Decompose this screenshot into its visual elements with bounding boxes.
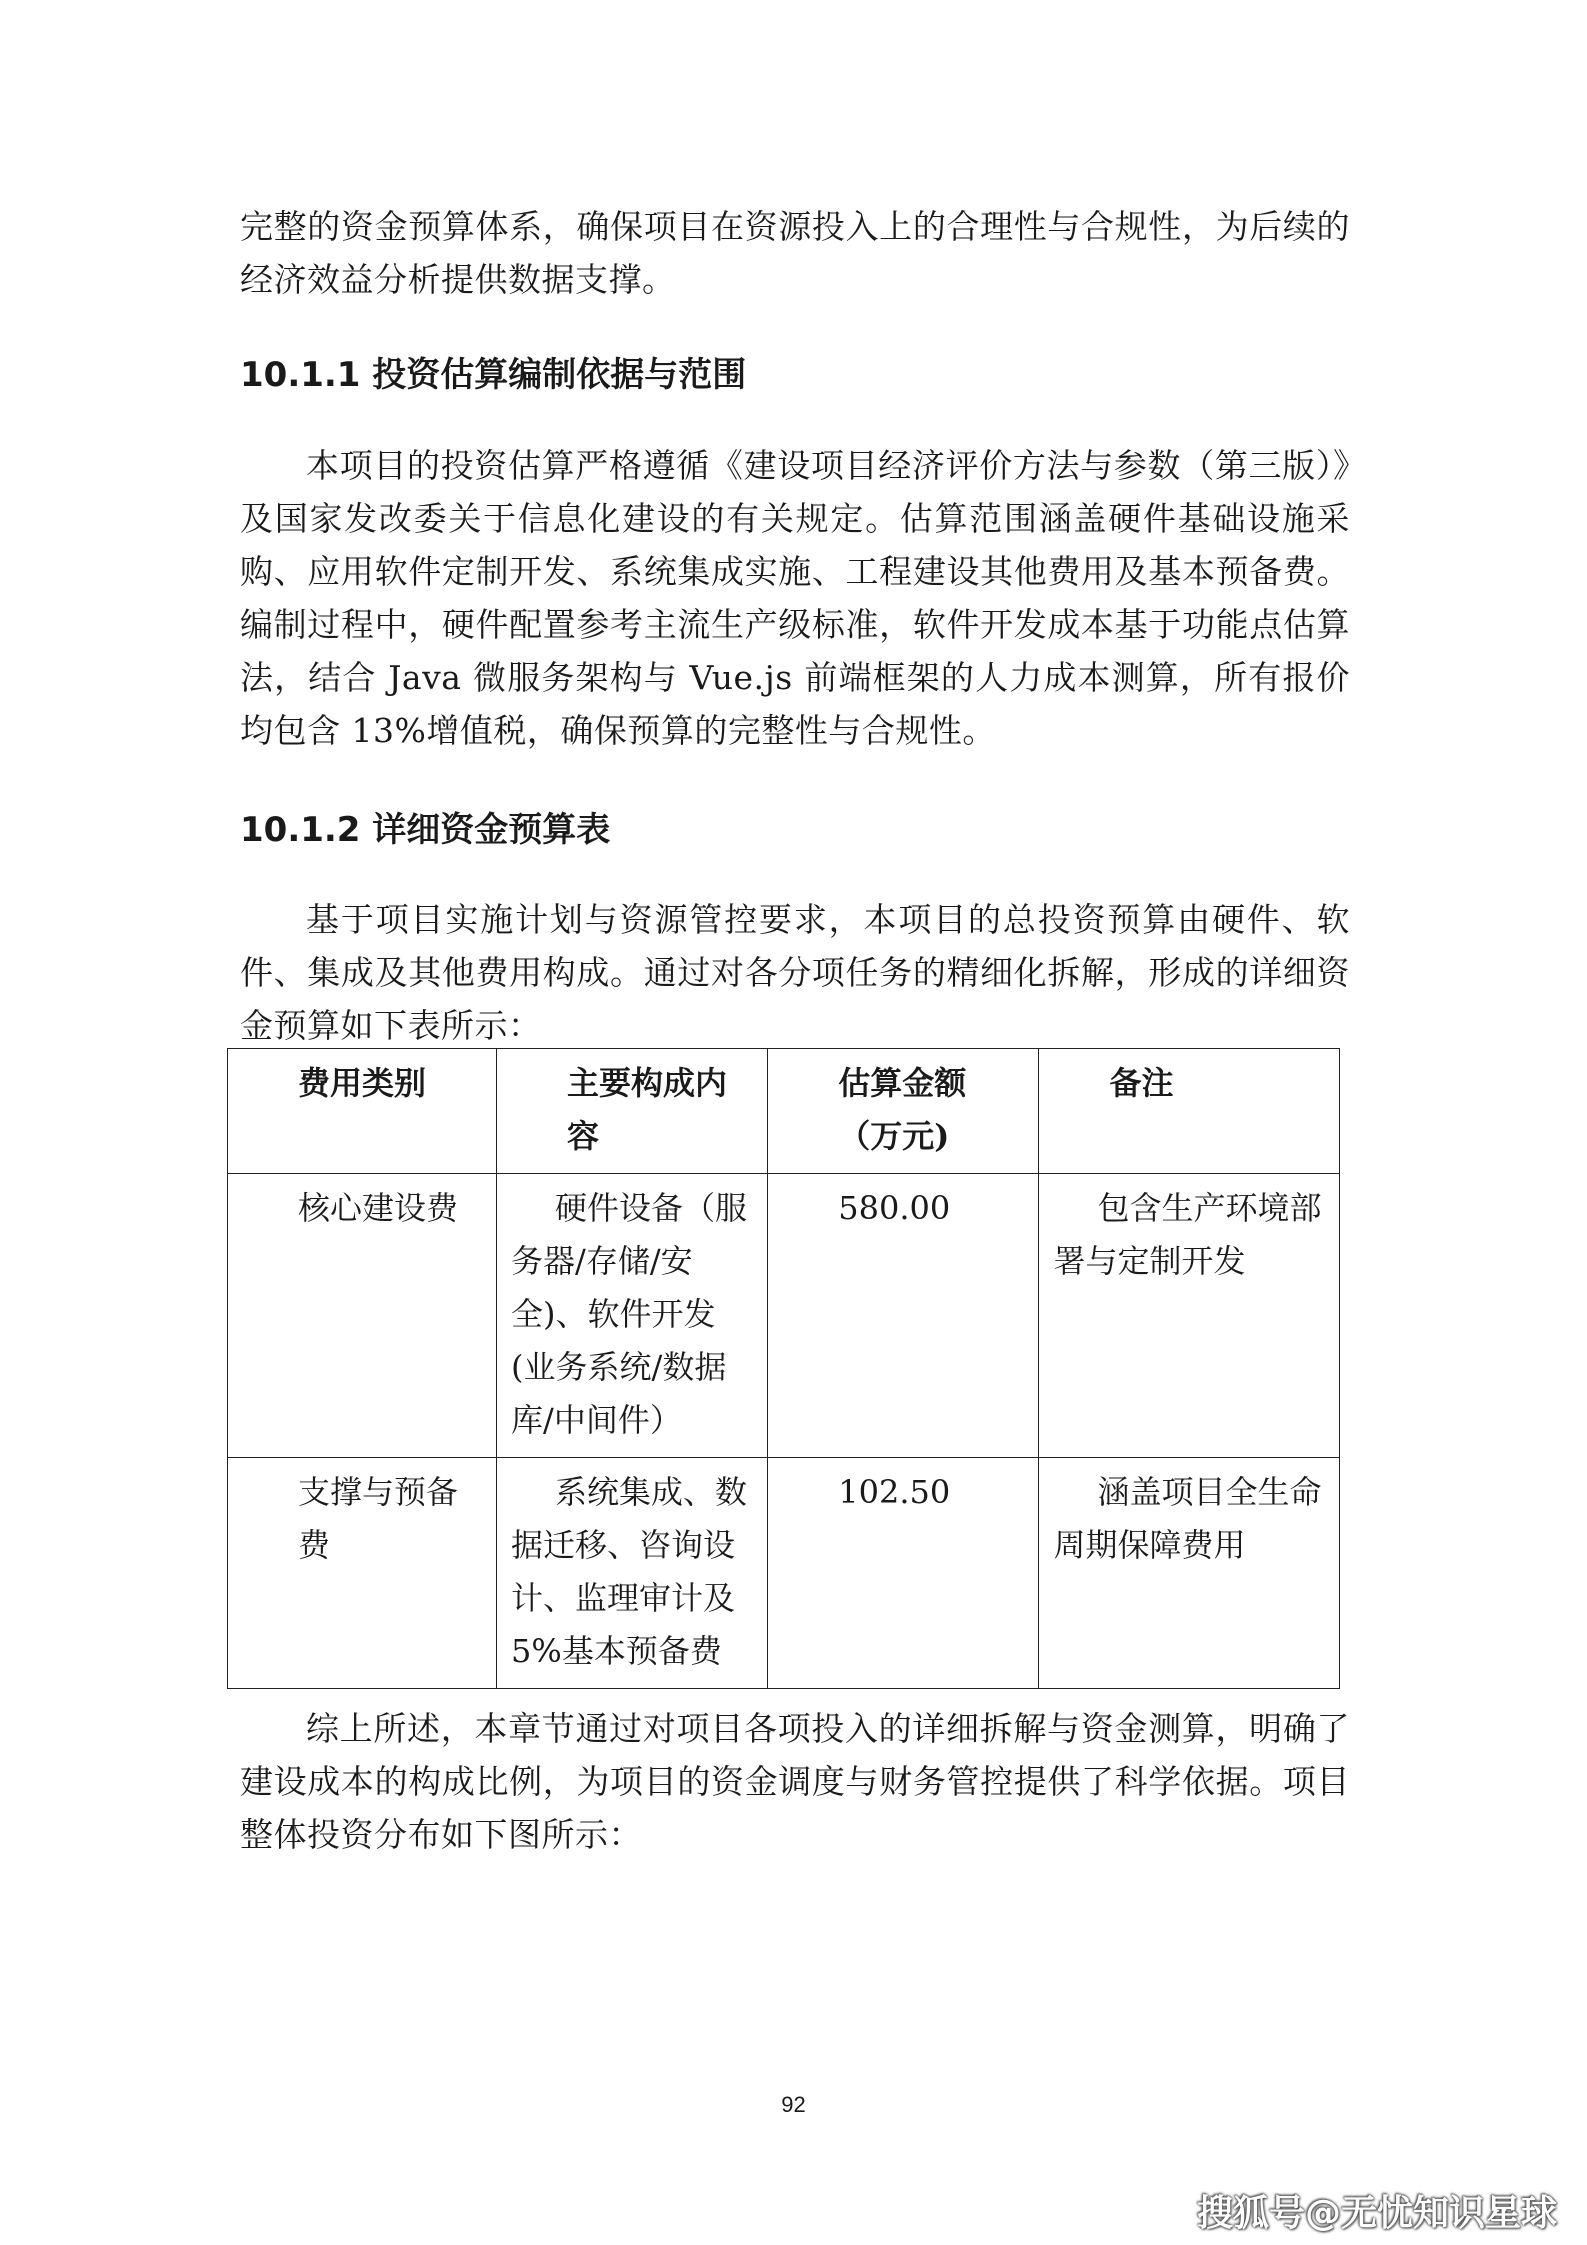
- section-heading-1-1: 10.1.1 投资估算编制依据与范围: [240, 355, 747, 395]
- table-row: [228, 1458, 1340, 1689]
- table-header-row: [228, 1049, 1340, 1174]
- row-content: 系统集成、数据迁移、咨询设计、监理审计及 5%基本预备费: [497, 1458, 768, 1689]
- header-category: 费用类别: [228, 1049, 497, 1174]
- header-note: 备注: [1039, 1049, 1340, 1174]
- section-heading-1-2: 10.1.2 详细资金预算表: [240, 810, 611, 850]
- budget-table: [227, 1048, 1340, 1689]
- conclusion-paragraph: 综上所述，本章节通过对项目各项投入的详细拆解与资金测算，明确了建设成本的构成比例，为项目的资金调度与财务管控提供了科学依据。项目整体投资分布如下图所示：: [240, 1709, 1350, 1854]
- row-note: 包含生产环境部署与定制开发: [1039, 1174, 1340, 1458]
- watermark: 搜狐号@无忧知识星球: [1196, 2193, 1557, 2234]
- header-content: 主要构成内容: [497, 1049, 768, 1174]
- page-number: 92: [781, 2092, 806, 2117]
- table-row: [228, 1174, 1340, 1458]
- row-amount: 102.50: [768, 1458, 1039, 1689]
- row-content: 硬件设备（服务器/存储/安全)、软件开发(业务系统/数据库/中间件）: [497, 1174, 768, 1458]
- row-category: 核心建设费: [228, 1174, 497, 1458]
- row-category: 支撑与预备费: [228, 1458, 497, 1689]
- section-1-2-body: 基于项目实施计划与资源管控要求，本项目的总投资预算由硬件、软件、集成及其他费用构成。通过对各分项任务的精细化拆解，形成的详细资金预算如下表所示：: [240, 900, 1350, 1045]
- header-amount: 估算金额（万元): [768, 1049, 1039, 1174]
- intro-paragraph: 完整的资金预算体系，确保项目在资源投入上的合理性与合规性，为后续的经济效益分析提供数据支撑。: [240, 207, 1350, 299]
- row-note: 涵盖项目全生命周期保障费用: [1039, 1458, 1340, 1689]
- row-amount: 580.00: [768, 1174, 1039, 1458]
- section-1-1-body: 本项目的投资估算严格遵循《建设项目经济评价方法与参数（第三版）》及国家发改委关于信息化建设的有关规定。估算范围涵盖硬件基础设施采购、应用软件定制开发、系统集成实施、工程建设其他费用及基本预备费。编制过程中，硬件配置参考主流生产级标准，软件开发成本基于功能点估算法，结合 Java 微服务架构与 Vue.js 前端框架的人力成本测算，所有报价均包含 13%增值税，确保预算的完整性与合规性。: [240, 446, 1350, 750]
